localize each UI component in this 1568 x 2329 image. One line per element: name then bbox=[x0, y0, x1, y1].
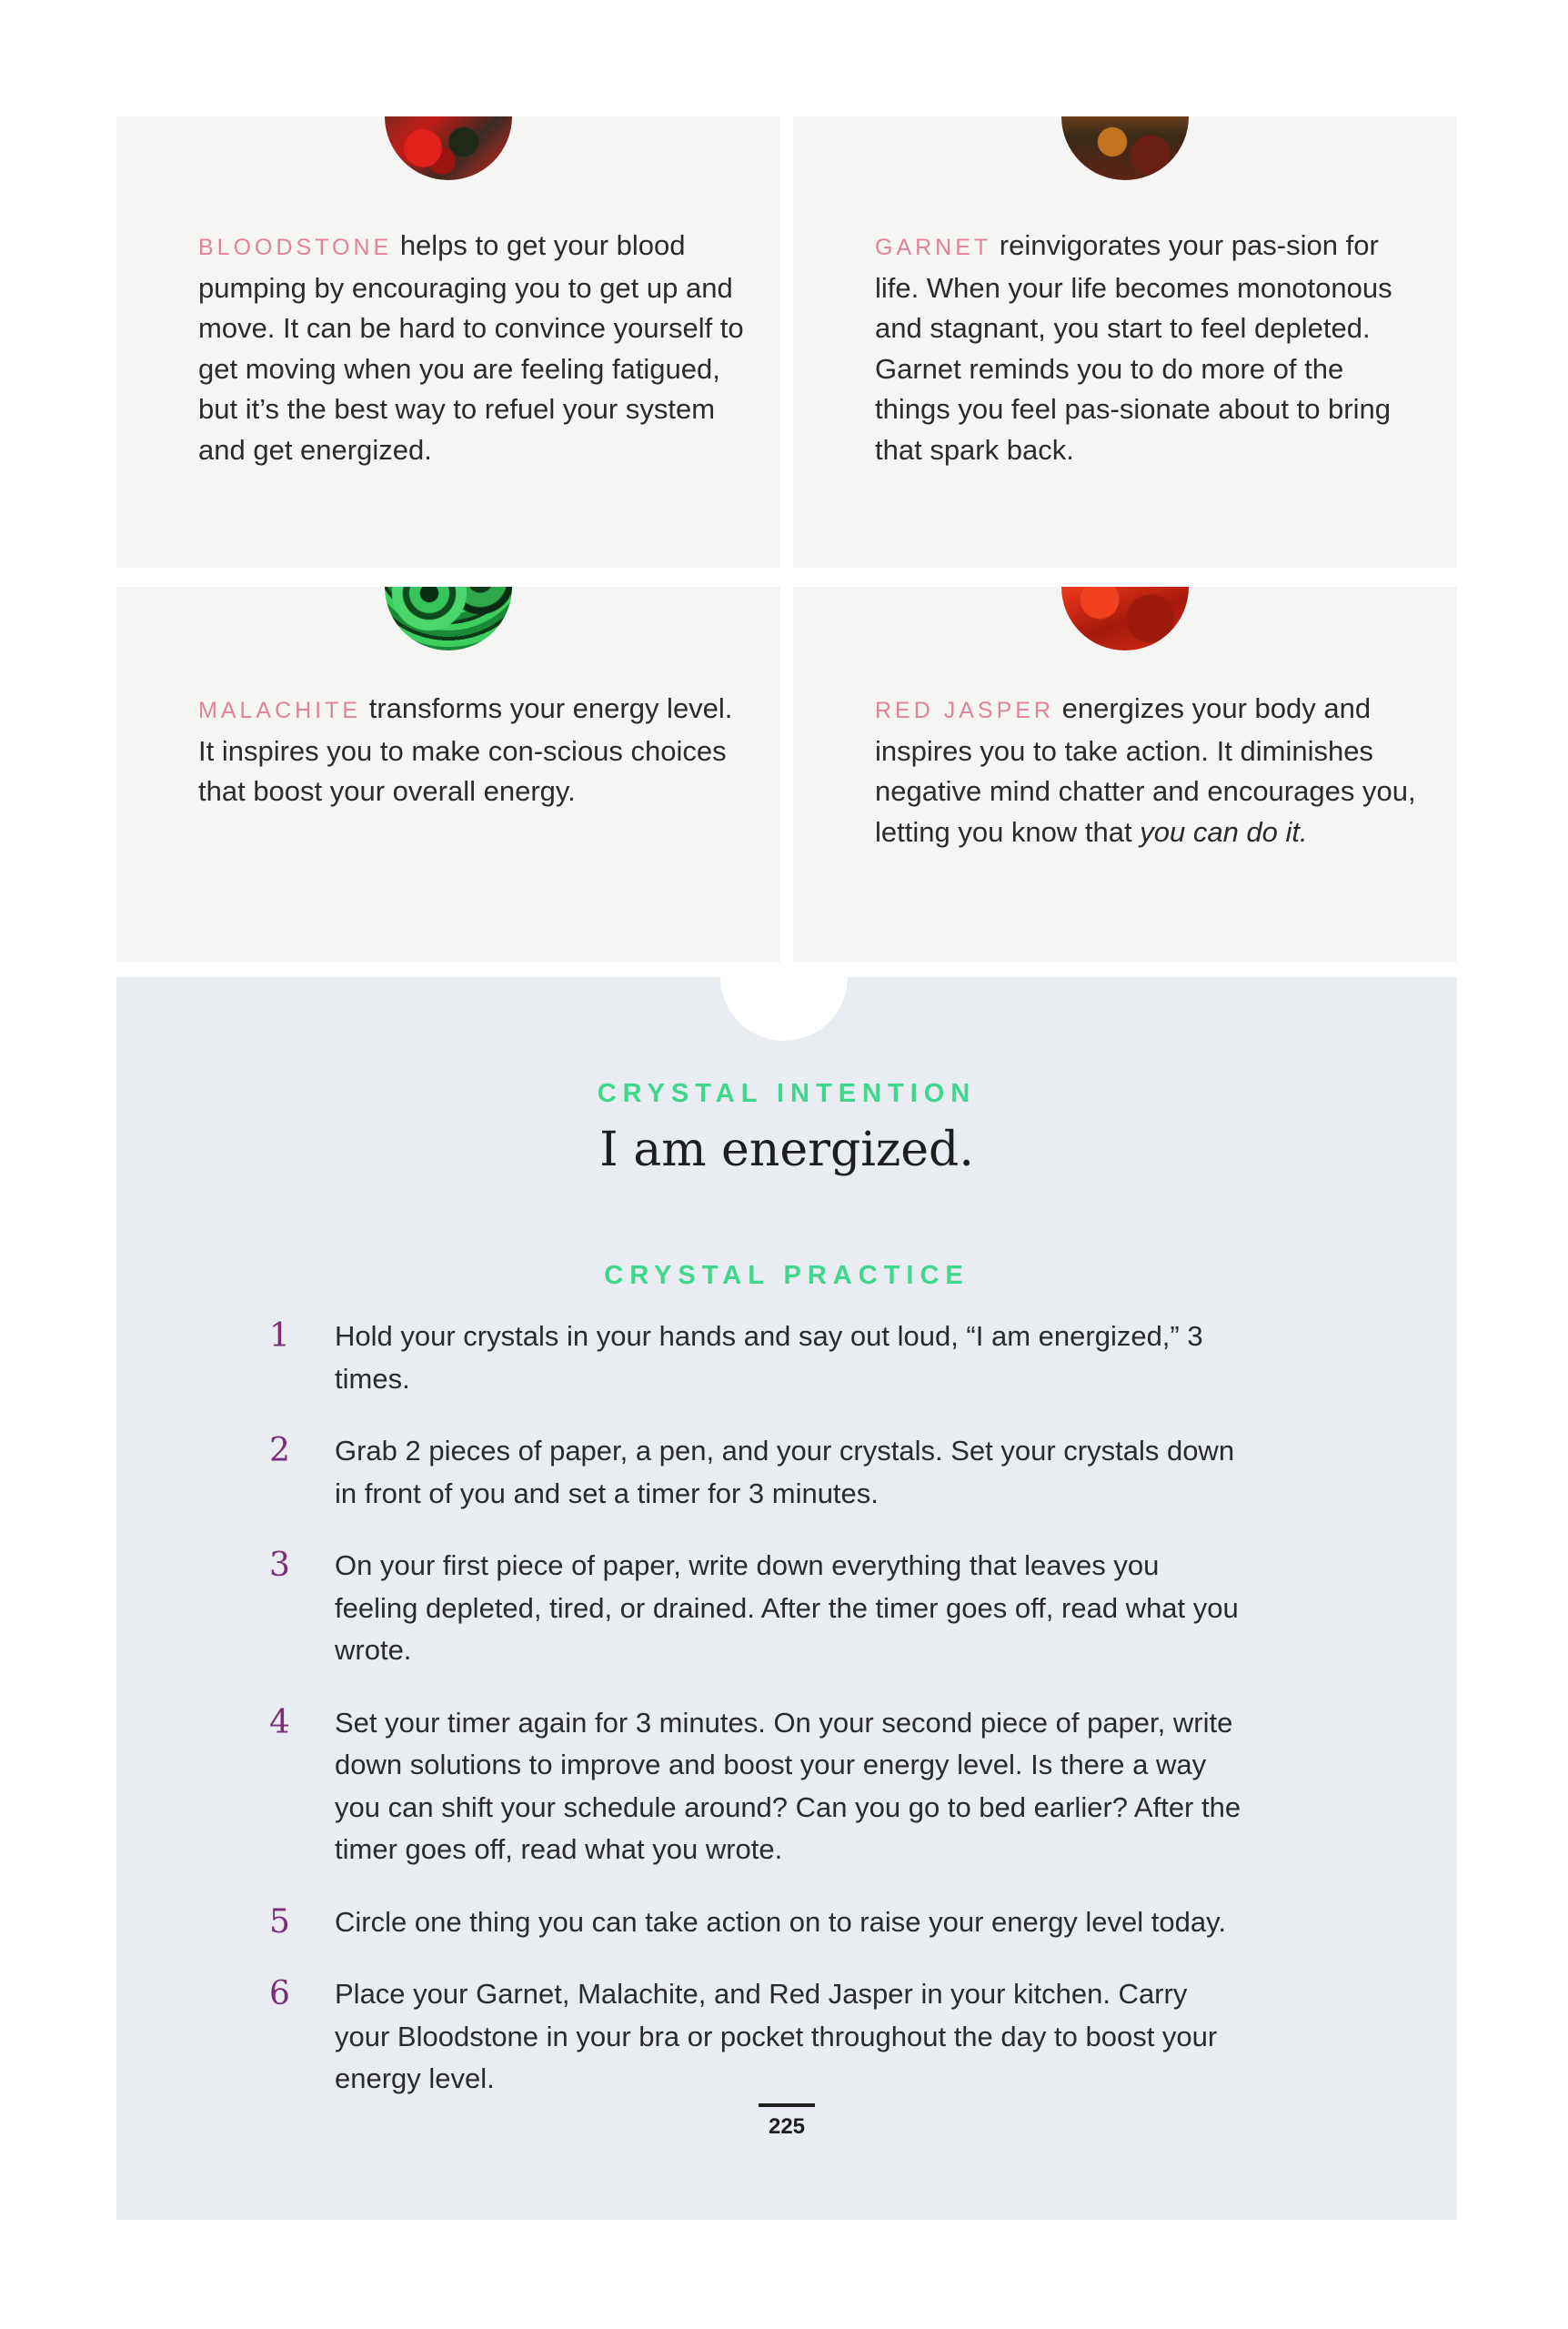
stone-name-bloodstone: BLOODSTONE bbox=[198, 235, 393, 260]
step-number: 6 bbox=[269, 1975, 290, 2012]
step-number: 4 bbox=[269, 1703, 290, 1741]
stone-card-red-jasper bbox=[793, 587, 1457, 963]
stone-name-garnet: GARNET bbox=[875, 235, 992, 260]
page-number: 225 bbox=[768, 2114, 806, 2139]
step-text: Set your timer again for 3 minutes. On your second piece of paper, write down solutions to improve and boost your energy level. Is there a way you can shift your schedule around? Can you go to bed earlier? After the timer goes off, read what you wrote. bbox=[335, 1706, 1241, 1865]
panel-notch bbox=[720, 977, 848, 1041]
bloodstone-image bbox=[385, 116, 512, 180]
garnet-image bbox=[1061, 116, 1189, 180]
step-text: Place your Garnet, Malachite, and Red Jasper in your kitchen. Carry your Bloodstone in your bra or pocket throughout the day to boost your energy level. bbox=[335, 1978, 1218, 2094]
red-jasper-italic: you can do it. bbox=[1140, 815, 1308, 848]
garnet-text: reinvigorates your pas-sion for life. When your life becomes monotonous and stagnant, you start to feel depleted. Garnet reminds you to do more of the things you feel pas-sionate about to bring that spark back. bbox=[875, 229, 1392, 466]
step-text: Grab 2 pieces of paper, a pen, and your crystals. Set your crystals down in front of you and set a timer for 3 minutes. bbox=[335, 1435, 1235, 1509]
practice-step bbox=[116, 1430, 1244, 1515]
crystal-practice-label: CRYSTAL PRACTICE bbox=[604, 1261, 970, 1290]
crystal-intention-text: I am energized. bbox=[599, 1123, 974, 1177]
stone-card-malachite bbox=[116, 587, 780, 963]
page-footer bbox=[116, 2103, 1457, 2140]
practice-step bbox=[116, 1901, 1244, 1944]
stone-card-bloodstone bbox=[116, 116, 780, 568]
step-text: Circle one thing you can take action on to raise your energy level today. bbox=[335, 1905, 1226, 1938]
practice-step bbox=[116, 1973, 1244, 2101]
step-number: 1 bbox=[269, 1317, 290, 1355]
red-jasper-description bbox=[875, 689, 1421, 852]
step-number: 2 bbox=[269, 1432, 290, 1469]
bloodstone-text: helps to get your blood pumping by encouraging you to get up and move. It can be hard to convince yourself to get moving when you are feeling fatigued, but it’s the best way to refuel your system and get energized. bbox=[198, 229, 744, 466]
bloodstone-description bbox=[198, 226, 744, 470]
stone-name-red-jasper: RED JASPER bbox=[875, 698, 1054, 723]
red-jasper-text: energizes your body and inspires you to take action. It diminishes negative mind chatter and encourages you, letting you know that bbox=[875, 692, 1416, 848]
malachite-image bbox=[385, 587, 512, 650]
practice-panel bbox=[116, 977, 1457, 2220]
stone-name-malachite: MALACHITE bbox=[198, 698, 362, 723]
footer-rule bbox=[759, 2103, 815, 2107]
red-jasper-image bbox=[1061, 587, 1189, 650]
malachite-text: transforms your energy level. It inspires you to make con-scious choices that boost your overall energy. bbox=[198, 692, 733, 807]
step-number: 3 bbox=[269, 1547, 290, 1584]
step-text: Hold your crystals in your hands and say out loud, “I am energized,” 3 times. bbox=[335, 1320, 1203, 1395]
malachite-description bbox=[198, 689, 744, 812]
practice-step bbox=[116, 1545, 1244, 1672]
garnet-description bbox=[875, 226, 1421, 470]
practice-step bbox=[116, 1316, 1244, 1400]
stone-card-garnet bbox=[793, 116, 1457, 568]
practice-step bbox=[116, 1702, 1244, 1871]
crystal-intention-label: CRYSTAL INTENTION bbox=[597, 1079, 977, 1108]
step-number: 5 bbox=[269, 1902, 290, 1941]
step-text: On your first piece of paper, write down everything that leaves you feeling depleted, tired, or drained. After the timer goes off, read what you wrote. bbox=[335, 1549, 1239, 1666]
practice-steps bbox=[116, 1316, 1457, 2131]
